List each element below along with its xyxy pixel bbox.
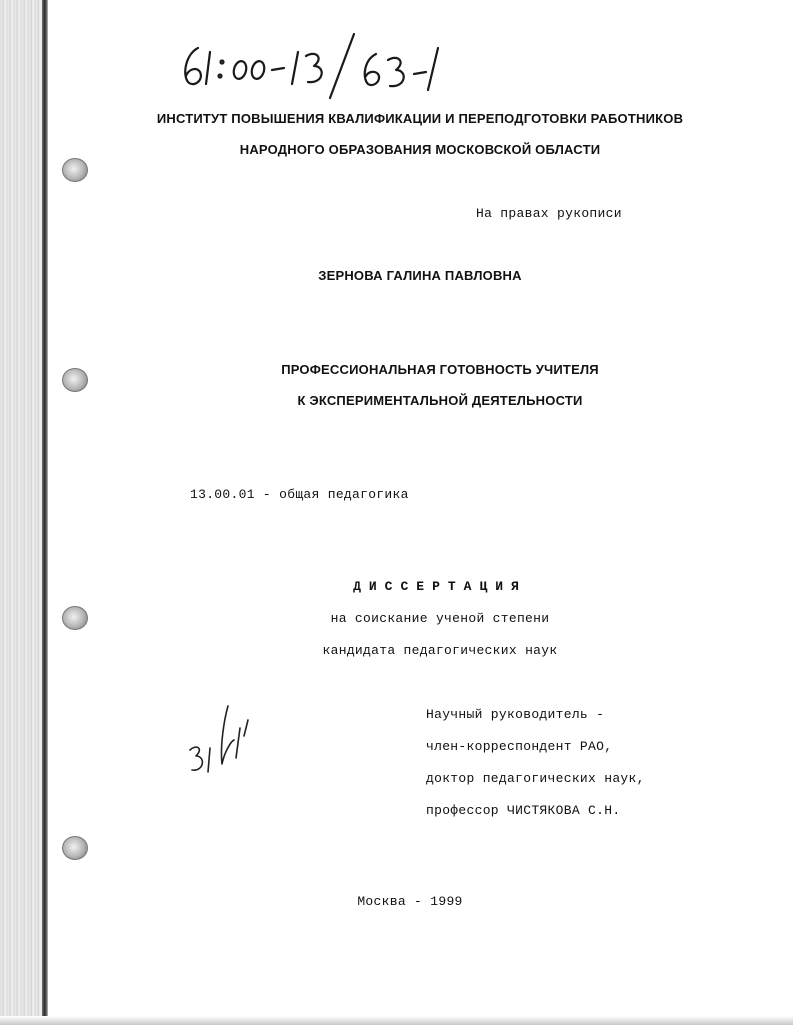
manuscript-note: На правах рукописи — [476, 206, 622, 221]
supervisor-line-3: доктор педагогических наук, — [426, 771, 645, 786]
document-type: ДИССЕРТАЦИЯ — [353, 579, 527, 594]
title-line-2: К ЭКСПЕРИМЕНТАЛЬНОЙ ДЕЯТЕЛЬНОСТИ — [297, 393, 583, 408]
scan-edge — [0, 0, 44, 1025]
title-line-1: ПРОФЕССИОНАЛЬНАЯ ГОТОВНОСТЬ УЧИТЕЛЯ — [281, 362, 599, 377]
handwritten-signature — [184, 700, 254, 780]
handwritten-archive-code — [176, 30, 476, 100]
punch-hole — [62, 606, 88, 630]
place-year: Москва - 1999 — [357, 894, 463, 909]
institute-line-1: ИНСТИТУТ ПОВЫШЕНИЯ КВАЛИФИКАЦИИ И ПЕРЕПОДГОТОВКИ РАБОТНИКОВ — [156, 111, 684, 126]
scan-bottom-edge — [0, 1016, 793, 1025]
punch-hole — [62, 836, 88, 860]
degree-line-2: кандидата педагогических наук — [322, 643, 558, 658]
author-name: ЗЕРНОВА ГАЛИНА ПАВЛОВНА — [318, 268, 522, 283]
punch-hole — [62, 158, 88, 182]
punch-hole — [62, 368, 88, 392]
binding-shadow — [42, 0, 48, 1025]
supervisor-line-2: член-корреспондент РАО, — [426, 739, 613, 754]
specialty: 13.00.01 - общая педагогика — [190, 487, 409, 502]
degree-line-1: на соискание ученой степени — [330, 611, 550, 626]
supervisor-line-4: профессор ЧИСТЯКОВА С.Н. — [426, 803, 621, 818]
supervisor-line-1: Научный руководитель - — [426, 707, 605, 722]
institute-line-2: НАРОДНОГО ОБРАЗОВАНИЯ МОСКОВСКОЙ ОБЛАСТИ — [239, 142, 601, 157]
